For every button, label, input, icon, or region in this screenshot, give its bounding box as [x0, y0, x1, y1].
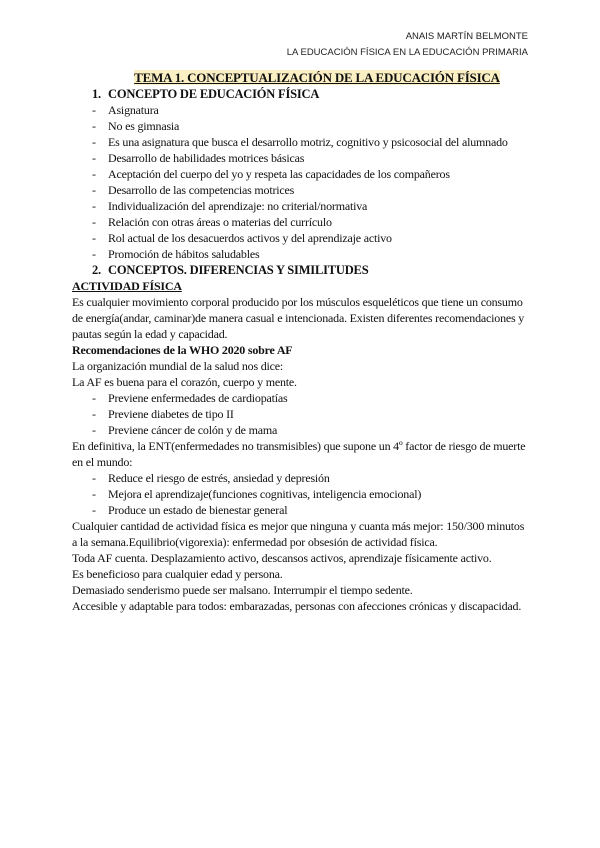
- paragraph: En definitiva, la ENT(enfermedades no transmisibles) que supone un 4º factor de riesgo de muerte en el mundo:: [72, 439, 526, 469]
- list-item: [72, 182, 532, 198]
- list-item: [72, 406, 532, 422]
- list-item: [72, 150, 532, 166]
- bullet-dash: -: [92, 167, 96, 181]
- bullet-dash: -: [92, 119, 96, 133]
- header-subject: LA EDUCACIÓN FÍSICA EN LA EDUCACIÓN PRIMARIA: [286, 47, 528, 58]
- list-item-text: Previene diabetes de tipo II: [108, 407, 234, 421]
- list-item: [72, 502, 532, 518]
- bullet-dash: -: [92, 231, 96, 245]
- paragraph: La AF es buena para el corazón, cuerpo y mente.: [72, 375, 297, 389]
- list-item-text: Desarrollo de las competencias motrices: [108, 183, 295, 197]
- list-item: [72, 134, 532, 150]
- list-item-text: Previene cáncer de colón y de mama: [108, 423, 278, 437]
- list-item-text: Individualización del aprendizaje: no criterial/normativa: [108, 199, 368, 213]
- bullet-dash: -: [92, 423, 96, 437]
- list-item-text: Aceptación del cuerpo del yo y respeta las capacidades de los compañeros: [108, 167, 450, 181]
- actividad-heading: ACTIVIDAD FÍSICA: [72, 279, 182, 293]
- who-heading: Recomendaciones de la WHO 2020 sobre AF: [72, 343, 293, 357]
- page-header: [287, 29, 528, 61]
- list-item-text: Reduce el riesgo de estrés, ansiedad y depresión: [108, 471, 330, 485]
- bullet-dash: -: [92, 199, 96, 213]
- bullet-dash: -: [92, 183, 96, 197]
- bullet-dash: -: [92, 215, 96, 229]
- paragraph: La organización mundial de la salud nos dice:: [72, 359, 284, 373]
- list-item-text: Es una asignatura que busca el desarrollo motriz, cognitivo y psicosocial del alumnado: [108, 135, 508, 149]
- bullet-dash: -: [92, 151, 96, 165]
- benefits-list: [72, 390, 532, 438]
- list-item: [72, 214, 532, 230]
- list-item-text: Promoción de hábitos saludables: [108, 247, 260, 261]
- paragraph: Es beneficioso para cualquier edad y persona.: [72, 567, 283, 581]
- list-item: [72, 390, 532, 406]
- bullet-dash: -: [92, 487, 96, 501]
- list-item: [72, 246, 532, 262]
- list-item: [72, 118, 532, 134]
- list-item: [72, 486, 532, 502]
- document-body: [72, 70, 532, 614]
- list-item-text: Previene enfermedades de cardiopatías: [108, 391, 288, 405]
- list-item-text: Produce un estado de bienestar general: [108, 503, 288, 517]
- header-author: ANAIS MARTÍN BELMONTE: [405, 31, 528, 42]
- list-item: [72, 230, 532, 246]
- definition-paragraph: Es cualquier movimiento corporal producido por los músculos esqueléticos que tiene un consumo de energía(andar, caminar)de manera casual e intencionada. Existen diferentes recomendaciones y pautas según la edad y capacidad.: [72, 295, 525, 341]
- list-item-text: No es gimnasia: [108, 119, 180, 133]
- effects-list: [72, 470, 532, 518]
- bullet-dash: -: [92, 391, 96, 405]
- bullet-dash: -: [92, 247, 96, 261]
- section-1-list: [72, 102, 532, 262]
- list-item-text: Rol actual de los desacuerdos activos y del aprendizaje activo: [108, 231, 392, 245]
- bullet-dash: -: [92, 103, 96, 117]
- paragraph: Cualquier cantidad de actividad física es mejor que ninguna y cuanta más mejor: 150/300 minutos a la semana.Equilibrio(vigorexia): enfermedad por obsesión de actividad física.: [72, 519, 525, 549]
- section-1-heading: 1. CONCEPTO DE EDUCACIÓN FÍSICA: [92, 87, 320, 101]
- paragraph: Accesible y adaptable para todos: embarazadas, personas con afecciones crónicas y discapacidad.: [72, 599, 522, 613]
- document-title: TEMA 1. CONCEPTUALIZACIÓN DE LA EDUCACIÓN FÍSICA: [134, 70, 500, 85]
- section-2-heading: 2. CONCEPTOS. DIFERENCIAS Y SIMILITUDES: [92, 263, 369, 277]
- list-item: [72, 198, 532, 214]
- list-item-text: Relación con otras áreas o materias del currículo: [108, 215, 332, 229]
- list-item-text: Asignatura: [108, 103, 159, 117]
- list-item-text: Mejora el aprendizaje(funciones cognitivas, inteligencia emocional): [108, 487, 422, 501]
- list-item: [72, 166, 532, 182]
- paragraph: Toda AF cuenta. Desplazamiento activo, descansos activos, aprendizaje físicamente activo.: [72, 551, 492, 565]
- bullet-dash: -: [92, 407, 96, 421]
- paragraph: Demasiado senderismo puede ser malsano. Interrumpir el tiempo sedente.: [72, 583, 413, 597]
- bullet-dash: -: [92, 471, 96, 485]
- bullet-dash: -: [92, 135, 96, 149]
- list-item: [72, 102, 532, 118]
- list-item: [72, 470, 532, 486]
- list-item: [72, 422, 532, 438]
- bullet-dash: -: [92, 503, 96, 517]
- list-item-text: Desarrollo de habilidades motrices básicas: [108, 151, 305, 165]
